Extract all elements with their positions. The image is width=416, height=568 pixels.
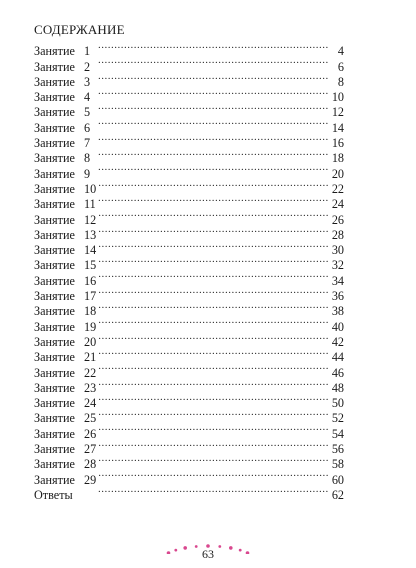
toc-entry-page: 52 <box>331 411 344 426</box>
toc-entry-page: 26 <box>331 212 344 227</box>
toc-entry-number: 29 <box>84 472 97 487</box>
toc-dot-leader <box>98 300 328 315</box>
toc-entry-number: 9 <box>84 166 91 181</box>
toc-entry-number: 7 <box>84 136 91 151</box>
toc-entry-number: 13 <box>84 227 97 242</box>
toc-entry-label: Занятие <box>34 380 75 395</box>
toc-entry-label: Занятие <box>34 472 75 487</box>
toc-entry-label: Занятие <box>34 442 75 457</box>
toc-entry-label: Занятие <box>34 243 75 258</box>
toc-title: СОДЕРЖАНИЕ <box>34 22 125 37</box>
toc-dot-leader <box>98 40 328 55</box>
toc-dot-leader <box>98 101 328 116</box>
toc-entry-label: Занятие <box>34 426 75 441</box>
toc-entry-page: 30 <box>331 243 344 258</box>
toc-dot-leader <box>98 407 328 422</box>
toc-dot-leader <box>98 468 328 483</box>
toc-entry-label: Занятие <box>34 258 75 273</box>
toc-entry-number: 19 <box>84 319 97 334</box>
toc-entry-page: 40 <box>331 319 344 334</box>
toc-entry-label: Занятие <box>34 181 75 196</box>
toc-entry-page: 42 <box>331 334 344 349</box>
toc-entry-label: Занятие <box>34 90 75 105</box>
toc-dot-leader <box>98 132 328 147</box>
toc-entry-number: 4 <box>84 90 91 105</box>
toc-entry-number: 28 <box>84 457 97 472</box>
toc-entry-number: 27 <box>84 442 97 457</box>
toc-entry-page: 54 <box>331 426 344 441</box>
toc-dot-leader <box>98 377 328 392</box>
page-number: 63 <box>202 547 214 561</box>
toc-entry-number: 11 <box>84 197 96 212</box>
toc-entry-number: 18 <box>84 304 97 319</box>
toc-entry-label: Занятие <box>34 120 75 135</box>
toc-entry-label: Занятие <box>34 396 75 411</box>
toc-entry-number: 8 <box>84 151 91 166</box>
toc-entry-number: 5 <box>84 105 91 120</box>
toc-entry-label: Занятие <box>34 289 75 304</box>
toc-entry-label: Занятие <box>34 59 75 74</box>
toc-entry-number: 6 <box>84 120 91 135</box>
toc-entry-page: 20 <box>331 166 344 181</box>
toc-dot-leader <box>98 178 328 193</box>
toc-entry <box>34 40 344 59</box>
toc-entry-label: Занятие <box>34 411 75 426</box>
toc-entry-label: Занятие <box>34 105 75 120</box>
toc-entry-label: Занятие <box>34 304 75 319</box>
toc-entry-page: 18 <box>331 151 344 166</box>
toc-entry-label: Занятие <box>34 457 75 472</box>
toc-entry-number: 17 <box>84 289 97 304</box>
toc-entry-page: 56 <box>331 442 344 457</box>
toc-entry-page: 38 <box>331 304 344 319</box>
toc-entry-number: 14 <box>84 243 97 258</box>
toc-entry-page: 60 <box>331 472 344 487</box>
toc-entry-number: 23 <box>84 380 97 395</box>
toc-dot-leader <box>98 162 328 177</box>
toc-dot-leader <box>98 193 328 208</box>
toc-dot-leader <box>98 116 328 131</box>
toc-dot-leader <box>98 208 328 223</box>
toc-entry-page: 36 <box>331 289 344 304</box>
toc-dot-leader <box>98 224 328 239</box>
toc-list <box>34 40 344 502</box>
toc-entry-number: 20 <box>84 334 97 349</box>
toc-dot-leader <box>98 239 328 254</box>
toc-entry-number: 25 <box>84 411 97 426</box>
toc-entry-page: 46 <box>331 365 344 380</box>
toc-entry-page: 4 <box>337 44 344 59</box>
toc-dot-leader <box>98 361 328 376</box>
toc-entry-page: 8 <box>337 74 344 89</box>
toc-entry-label: Занятие <box>34 151 75 166</box>
toc-entry-page: 50 <box>331 396 344 411</box>
toc-entry-number: 2 <box>84 59 91 74</box>
toc-entry-page: 14 <box>331 120 344 135</box>
toc-entry-page: 34 <box>331 273 344 288</box>
toc-entry-label: Занятие <box>34 136 75 151</box>
toc-entry-label: Занятие <box>34 74 75 89</box>
toc-dot-leader <box>98 438 328 453</box>
toc-entry-label: Занятие <box>34 44 75 59</box>
toc-entry-number: 16 <box>84 273 97 288</box>
toc-entry-label: Занятие <box>34 227 75 242</box>
toc-dot-leader <box>98 484 328 499</box>
toc-entry-page: 10 <box>331 90 344 105</box>
toc-dot-leader <box>98 71 328 86</box>
toc-dot-leader <box>98 346 328 361</box>
toc-entry-label: Занятие <box>34 166 75 181</box>
toc-dot-leader <box>98 315 328 330</box>
toc-entry-page: 22 <box>331 181 344 196</box>
toc-entry-page: 58 <box>331 457 344 472</box>
toc-entry-page: 12 <box>331 105 344 120</box>
toc-dot-leader <box>98 422 328 437</box>
toc-entry-number: 21 <box>84 350 97 365</box>
toc-entry-label: Занятие <box>34 273 75 288</box>
toc-entry-page: 16 <box>331 136 344 151</box>
toc-entry-page: 48 <box>331 380 344 395</box>
toc-dot-leader <box>98 147 328 162</box>
toc-dot-leader <box>98 269 328 284</box>
toc-entry-number: 10 <box>84 181 97 196</box>
toc-dot-leader <box>98 86 328 101</box>
toc-entry-label: Занятие <box>34 350 75 365</box>
toc-entry-number: 1 <box>84 44 91 59</box>
toc-dot-leader <box>98 55 328 70</box>
toc-entry-page: 24 <box>331 197 344 212</box>
toc-dot-leader <box>98 392 328 407</box>
toc-entry-label: Занятие <box>34 197 75 212</box>
toc-dot-leader <box>98 254 328 269</box>
toc-dot-leader <box>98 331 328 346</box>
toc-entry-label: Ответы <box>34 487 73 502</box>
toc-entry-label: Занятие <box>34 319 75 334</box>
toc-entry-page: 6 <box>337 59 344 74</box>
toc-entry-label: Занятие <box>34 365 75 380</box>
toc-entry-page: 62 <box>331 487 344 502</box>
toc-entry-page: 44 <box>331 350 344 365</box>
toc-entry-number: 24 <box>84 396 97 411</box>
toc-dot-leader <box>98 453 328 468</box>
toc-dot-leader <box>98 285 328 300</box>
toc-entry-label: Занятие <box>34 334 75 349</box>
toc-entry-number: 22 <box>84 365 97 380</box>
toc-entry-number: 26 <box>84 426 97 441</box>
toc-entry-number: 3 <box>84 74 91 89</box>
toc-entry-page: 32 <box>331 258 344 273</box>
toc-entry-number: 12 <box>84 212 97 227</box>
toc-entry-page: 28 <box>331 227 344 242</box>
toc-entry-number: 15 <box>84 258 97 273</box>
toc-entry-label: Занятие <box>34 212 75 227</box>
